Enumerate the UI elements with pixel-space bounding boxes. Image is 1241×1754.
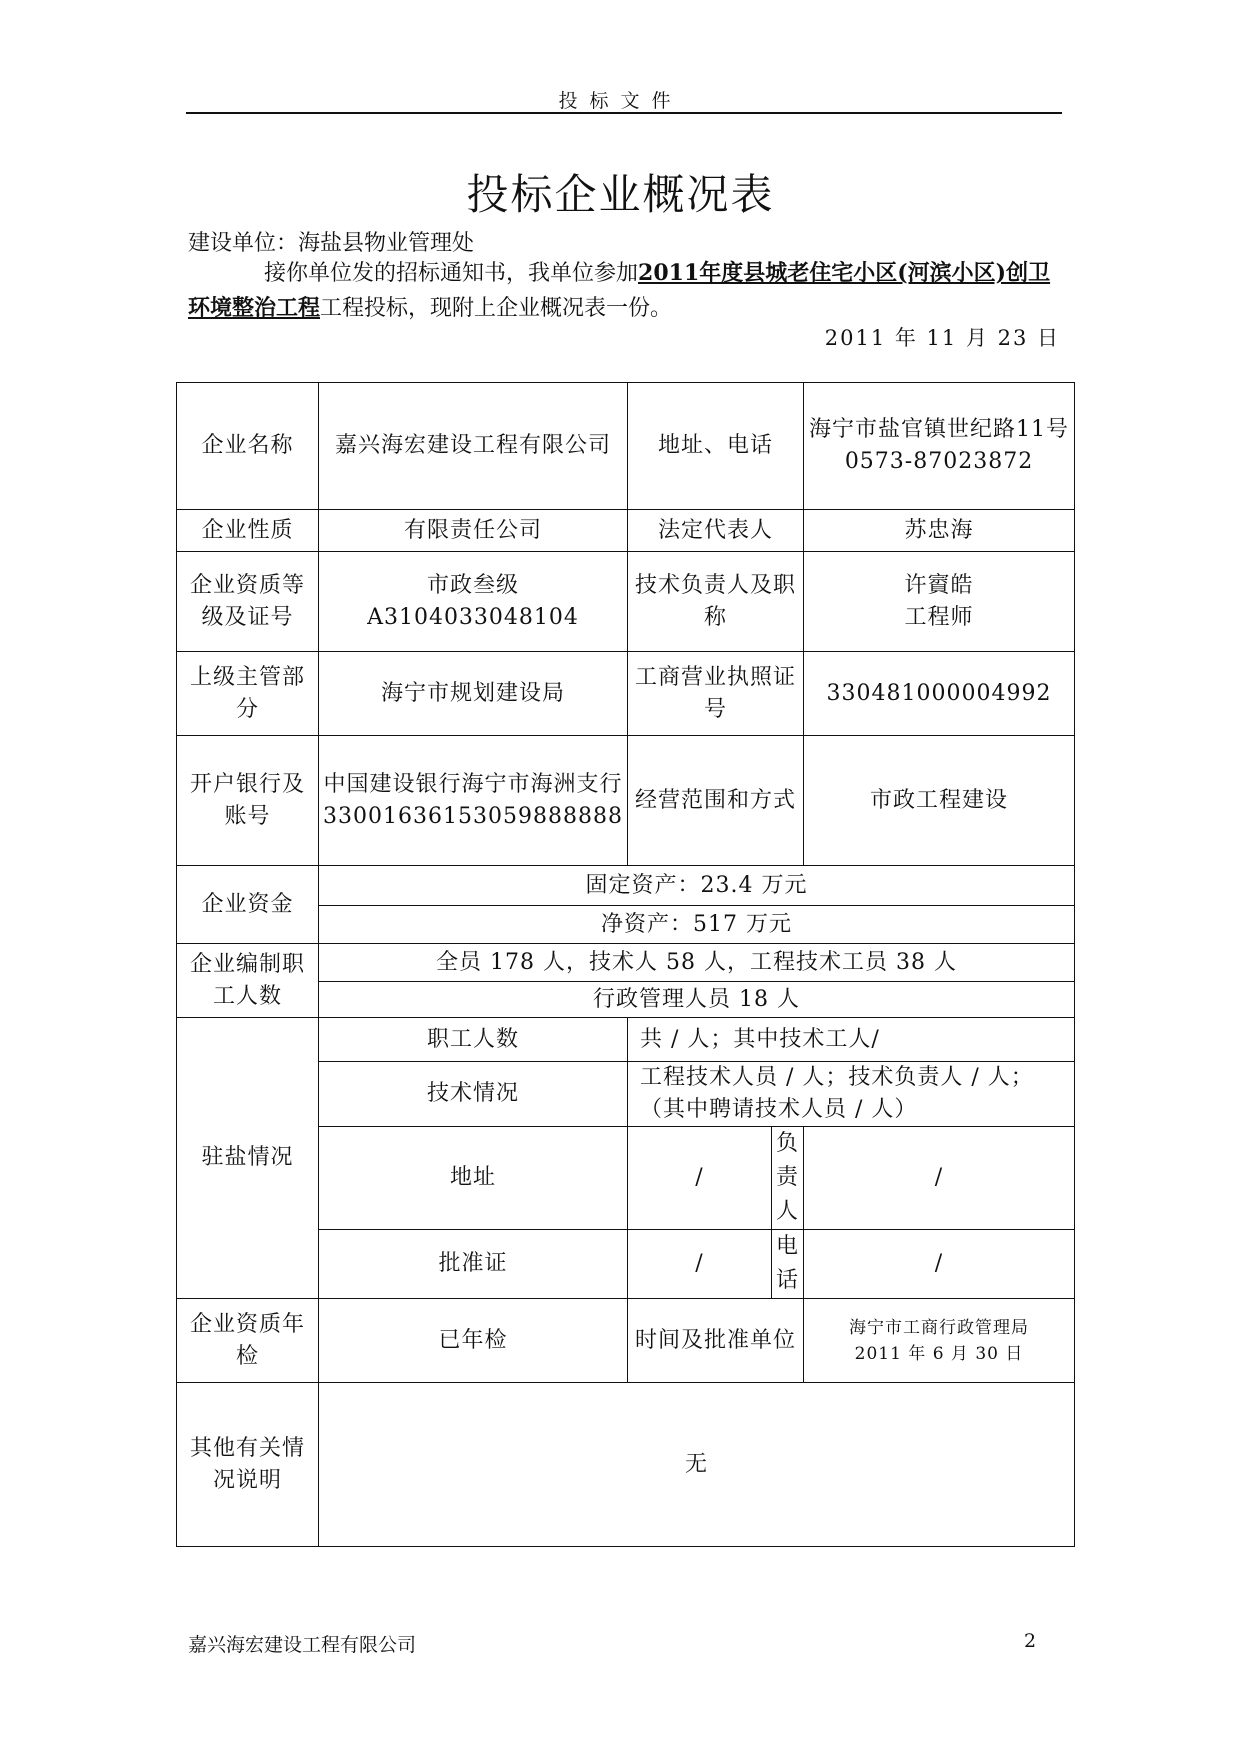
scope-value: 市政工程建设 bbox=[804, 736, 1075, 866]
intro-after: 工程投标，现附上企业概况表一份。 bbox=[320, 296, 673, 321]
address-label: 地址、电话 bbox=[628, 383, 804, 510]
local-phone-label: 电话 bbox=[772, 1230, 804, 1299]
net-assets: 净资产：517 万元 bbox=[319, 906, 1075, 944]
local-staff-label: 职工人数 bbox=[319, 1018, 628, 1062]
local-tech-label: 技术情况 bbox=[319, 1062, 628, 1127]
build-unit: 建设单位：海盐县物业管理处 bbox=[188, 231, 475, 256]
tech-head-name: 许賨皓 bbox=[904, 572, 974, 598]
local-staff-value: 共 / 人；其中技术工人/ bbox=[628, 1018, 1075, 1062]
bank-label: 开户银行及账号 bbox=[177, 736, 319, 866]
local-permit-value: / bbox=[628, 1230, 772, 1299]
approval-cell bbox=[804, 1299, 1075, 1383]
superior-label: 上级主管部分 bbox=[177, 652, 319, 736]
bank-cell bbox=[319, 736, 628, 866]
approval-label: 时间及批准单位 bbox=[628, 1299, 804, 1383]
capital-label: 企业资金 bbox=[177, 866, 319, 944]
nature-value: 有限责任公司 bbox=[319, 510, 628, 552]
local-phone-value: / bbox=[804, 1230, 1075, 1299]
intro-before: 接你单位发的招标通知书，我单位参加 bbox=[264, 261, 639, 286]
bank-account: 33001636153059888888 bbox=[323, 803, 623, 829]
footer-company: 嘉兴海宏建设工程有限公司 bbox=[188, 1634, 417, 1656]
local-address-value: / bbox=[628, 1127, 772, 1230]
company-name-label: 企业名称 bbox=[177, 383, 319, 510]
annual-label: 企业资质年检 bbox=[177, 1299, 319, 1383]
company-name-value: 嘉兴海宏建设工程有限公司 bbox=[319, 383, 628, 510]
staff-line-2: 行政管理人员 18 人 bbox=[319, 982, 1075, 1018]
other-value: 无 bbox=[319, 1383, 1075, 1547]
local-permit-label: 批准证 bbox=[319, 1230, 628, 1299]
staff-label: 企业编制职工人数 bbox=[177, 944, 319, 1018]
staff-line-1: 全员 178 人，技术人 58 人，工程技术工员 38 人 bbox=[319, 944, 1075, 982]
local-tech-cell bbox=[628, 1062, 1075, 1127]
local-head-label: 负责人 bbox=[772, 1127, 804, 1230]
page-number: 2 bbox=[1024, 1630, 1037, 1652]
approval-unit: 海宁市工商行政管理局 bbox=[849, 1317, 1030, 1338]
document-date: 2011 年 11 月 23 日 bbox=[824, 326, 1060, 350]
phone-value: 0573-87023872 bbox=[844, 449, 1034, 474]
legal-rep-value: 苏忠海 bbox=[804, 510, 1075, 552]
address-phone-cell bbox=[804, 383, 1075, 510]
page-title: 投标企业概况表 bbox=[466, 170, 775, 219]
legal-rep-label: 法定代表人 bbox=[628, 510, 804, 552]
company-overview-table bbox=[176, 382, 1075, 1547]
project-name: 2011年度县城老住宅小区(河滨小区)创卫环境整治工程 bbox=[188, 260, 1051, 321]
local-tech-line-2: （其中聘请技术人员 / 人） bbox=[640, 1097, 918, 1122]
license-value: 330481000004992 bbox=[804, 652, 1075, 736]
local-label: 驻盐情况 bbox=[177, 1018, 319, 1299]
local-address-label: 地址 bbox=[319, 1127, 628, 1230]
address-value: 海宁市盐官镇世纪路11号 bbox=[809, 417, 1070, 442]
tech-head-title: 工程师 bbox=[904, 604, 974, 630]
nature-label: 企业性质 bbox=[177, 510, 319, 552]
running-header: 投标文件 bbox=[558, 90, 683, 112]
header-rule bbox=[186, 112, 1062, 114]
qualification-grade: 市政叁级 bbox=[426, 572, 519, 598]
fixed-assets: 固定资产：23.4 万元 bbox=[319, 866, 1075, 906]
qualification-cell bbox=[319, 552, 628, 652]
intro-paragraph bbox=[188, 256, 1060, 326]
bank-name: 中国建设银行海宁市海洲支行 bbox=[323, 771, 623, 797]
qualification-label: 企业资质等级及证号 bbox=[177, 552, 319, 652]
qualification-number: A3104033048104 bbox=[367, 604, 579, 630]
approval-date: 2011 年 6 月 30 日 bbox=[854, 1343, 1024, 1364]
license-label: 工商营业执照证号 bbox=[628, 652, 804, 736]
annual-value: 已年检 bbox=[319, 1299, 628, 1383]
other-label: 其他有关情况说明 bbox=[177, 1383, 319, 1547]
scope-label: 经营范围和方式 bbox=[628, 736, 804, 866]
local-tech-line-1: 工程技术人员 / 人；技术负责人 / 人； bbox=[640, 1065, 1034, 1090]
superior-value: 海宁市规划建设局 bbox=[319, 652, 628, 736]
tech-head-label: 技术负责人及职称 bbox=[628, 552, 804, 652]
local-head-value: / bbox=[804, 1127, 1075, 1230]
tech-head-cell bbox=[804, 552, 1075, 652]
